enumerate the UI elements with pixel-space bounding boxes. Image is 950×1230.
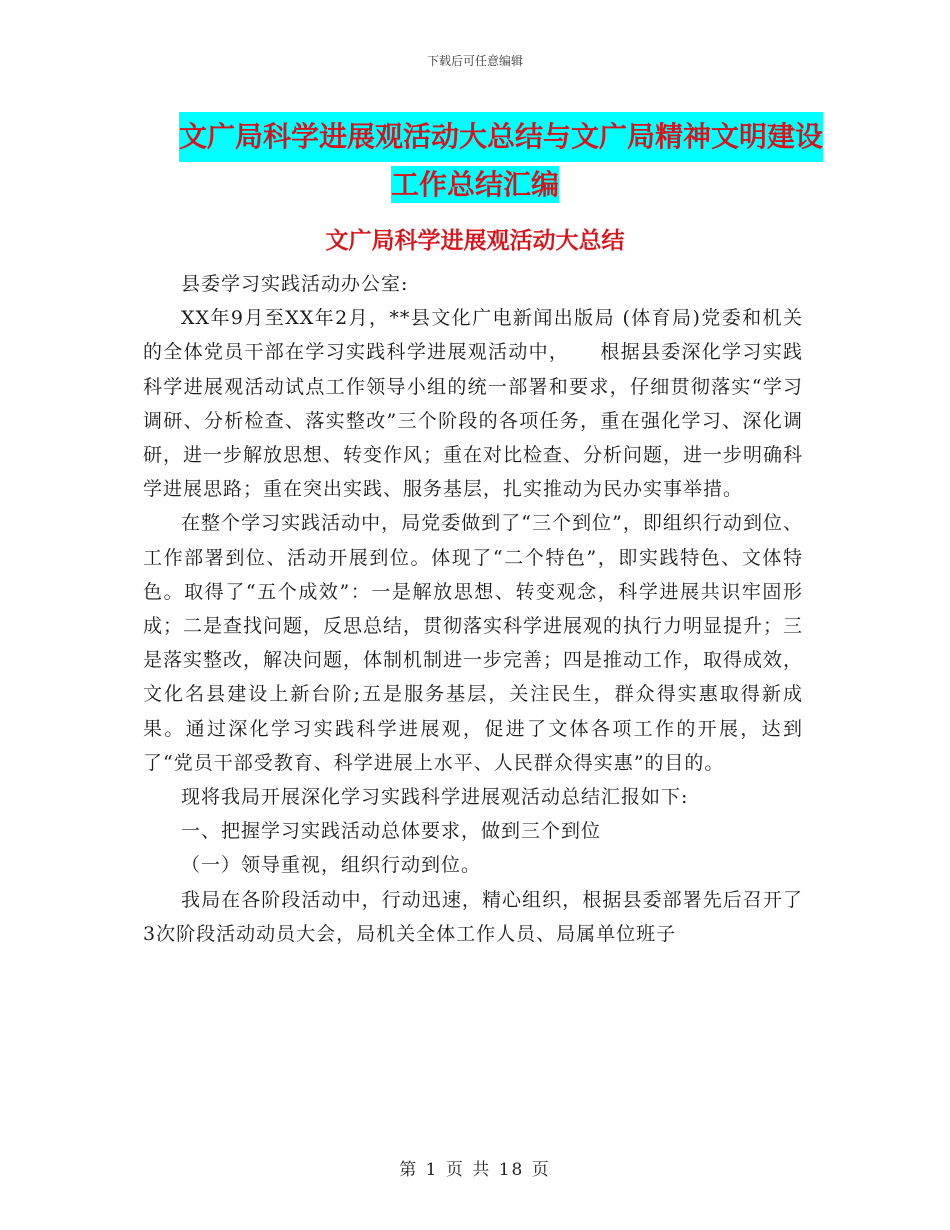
document-title xyxy=(0,112,950,208)
document-title-line-2: 工作总结汇编 xyxy=(390,168,559,201)
document-title-line-1: 文广局科学进展观活动大总结与文广局精神文明建设 xyxy=(179,112,823,162)
paragraph: XX年9月至XX年2月，**县文化广电新闻出版局 (体育局)党委和机关的全体党员干部在学习实践科学进展观活动中， 根据县委深化学习实践科学进展观活动试点工作领导小组的统一部署和要求，仔细贯彻落实“学习调研、分析检查、落实整改”三个阶段的各项任务，重在强化学习、深化调研，进一步解放思想、转变作风；重在对比检查、分析问题，进一步明确科学进展思路；重在突出实践、服务基层，扎实推动为民办实事举措。 xyxy=(143,307,804,501)
page-header-note: 下载后可任意编辑 xyxy=(426,54,523,68)
page-number: 第 1 页 共 18 页 xyxy=(399,1160,551,1180)
section-title: 文广局科学进展观活动大总结 xyxy=(325,227,625,254)
paragraph-salutation: 县委学习实践活动办公室: xyxy=(181,273,409,295)
document-body xyxy=(143,267,803,951)
paragraph: 现将我局开展深化学习实践科学进展观活动总结汇报如下: xyxy=(181,786,689,809)
section-heading: 一、把握学习实践活动总体要求，做到三个到位 xyxy=(181,820,602,843)
paragraph: 在整个学习实践活动中，局党委做到了“三个到位”，即组织行动到位、工作部署到位、活动开展到位。体现了“二个特色”，即实践特色、文体特色。取得了“五个成效”：一是解放思想、转变观念，科学进展共识牢固形成；二是查找问题，反思总结，贯彻落实科学进展观的执行力明显提升；三是落实整改，解决问题，体制机制进一步完善；四是推动工作，取得成效，文化名县建设上新台阶;五是服务基层，关注民生，群众得实惠取得新成果。通过深化学习实践科学进展观，促进了文体各项工作的开展，达到了“党员干部受教育、科学进展上水平、人民群众得实惠”的目的。 xyxy=(143,512,804,774)
paragraph: 我局在各阶段活动中，行动迅速，精心组织，根据县委部署先后召开了3次阶段活动动员大会，局机关全体工作人员、局属单位班子 xyxy=(143,888,803,945)
subsection-heading: （一）领导重视，组织行动到位。 xyxy=(181,854,482,877)
